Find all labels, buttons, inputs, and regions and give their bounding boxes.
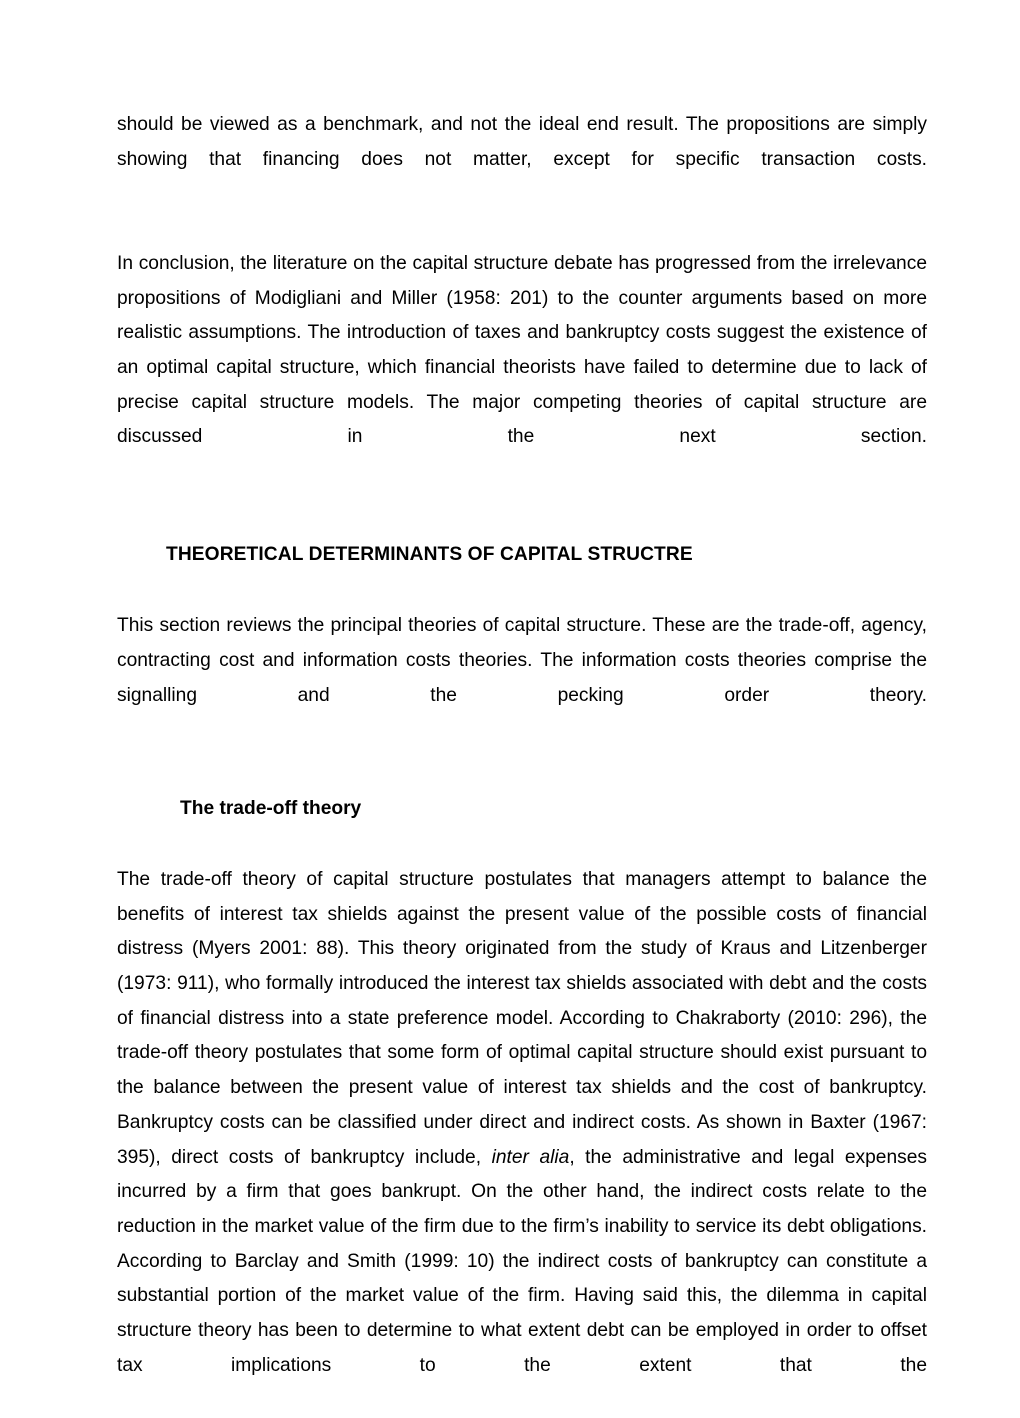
italic-phrase: inter alia <box>491 1146 570 1168</box>
heading-spacer-below <box>117 572 927 609</box>
sub-heading-trade-off-theory: The trade-off theory <box>180 798 362 820</box>
subheading-spacer-above <box>117 748 927 792</box>
heading-spacer-above <box>117 490 927 538</box>
section-heading: THEORETICAL DETERMINANTS OF CAPITAL STRUCTRE <box>166 543 693 565</box>
subheading-spacer-below <box>117 827 927 863</box>
paragraph-spacer <box>117 212 927 247</box>
paragraph-conclusion: In conclusion, the literature on the capital structure debate has progressed from the irrelevance propositions of Modigliani and Miller (1958: 201) to the counter arguments based on more realistic assumptions. The introduction of taxes and bankruptcy costs suggest the existence of an optimal capital structure, which financial theorists have failed to determine due to lack of precise capital structure models. The major competing theories of capital structure are discussed in the next section. <box>117 252 927 448</box>
paragraph-benchmark: should be viewed as a benchmark, and not the ideal end result. The propositions are simply showing that financing does not matter, except for specific transaction costs. <box>117 114 927 170</box>
text-column <box>117 108 927 1418</box>
paragraph-trade-off-theory: The trade-off theory of capital structure postulates that managers attempt to balance the benefits of interest tax shields against the present value of the possible costs of financial distress (Myers 2001: 88). This theory originated from the study of Kraus and Litzenberger (1973: 911), who formally introduced the interest tax shields associated with debt and the costs of financial distress into a state preference model. According to Chakraborty (2010: 296), the trade-off theory postulates that some form of optimal capital structure should exist pursuant to the balance between the present value of interest tax shields and the cost of bankruptcy. Bankruptcy costs can be classified under direct and indirect costs. As shown in Baxter (1967: 395), direct costs of bankruptcy include, inter alia, the administrative and legal expenses incurred by a firm that goes bankrupt. On the other hand, the indirect costs relate to the reduction in the market value of the firm due to the firm’s inability to service its debt obligations. According to Barclay and Smith (1999: 10) the indirect costs of bankruptcy can constitute a substantial portion of the market value of the firm. Having said this, the dilemma in capital structure theory has been to determine to what extent debt can be employed in order to offset tax implications to the extent that the <box>117 868 927 1376</box>
paragraph-section-overview: This section reviews the principal theories of capital structure. These are the trade-off, agency, contracting cost and information costs theories. The information costs theories comprise the signalling and the pecking order theory. <box>117 615 927 706</box>
